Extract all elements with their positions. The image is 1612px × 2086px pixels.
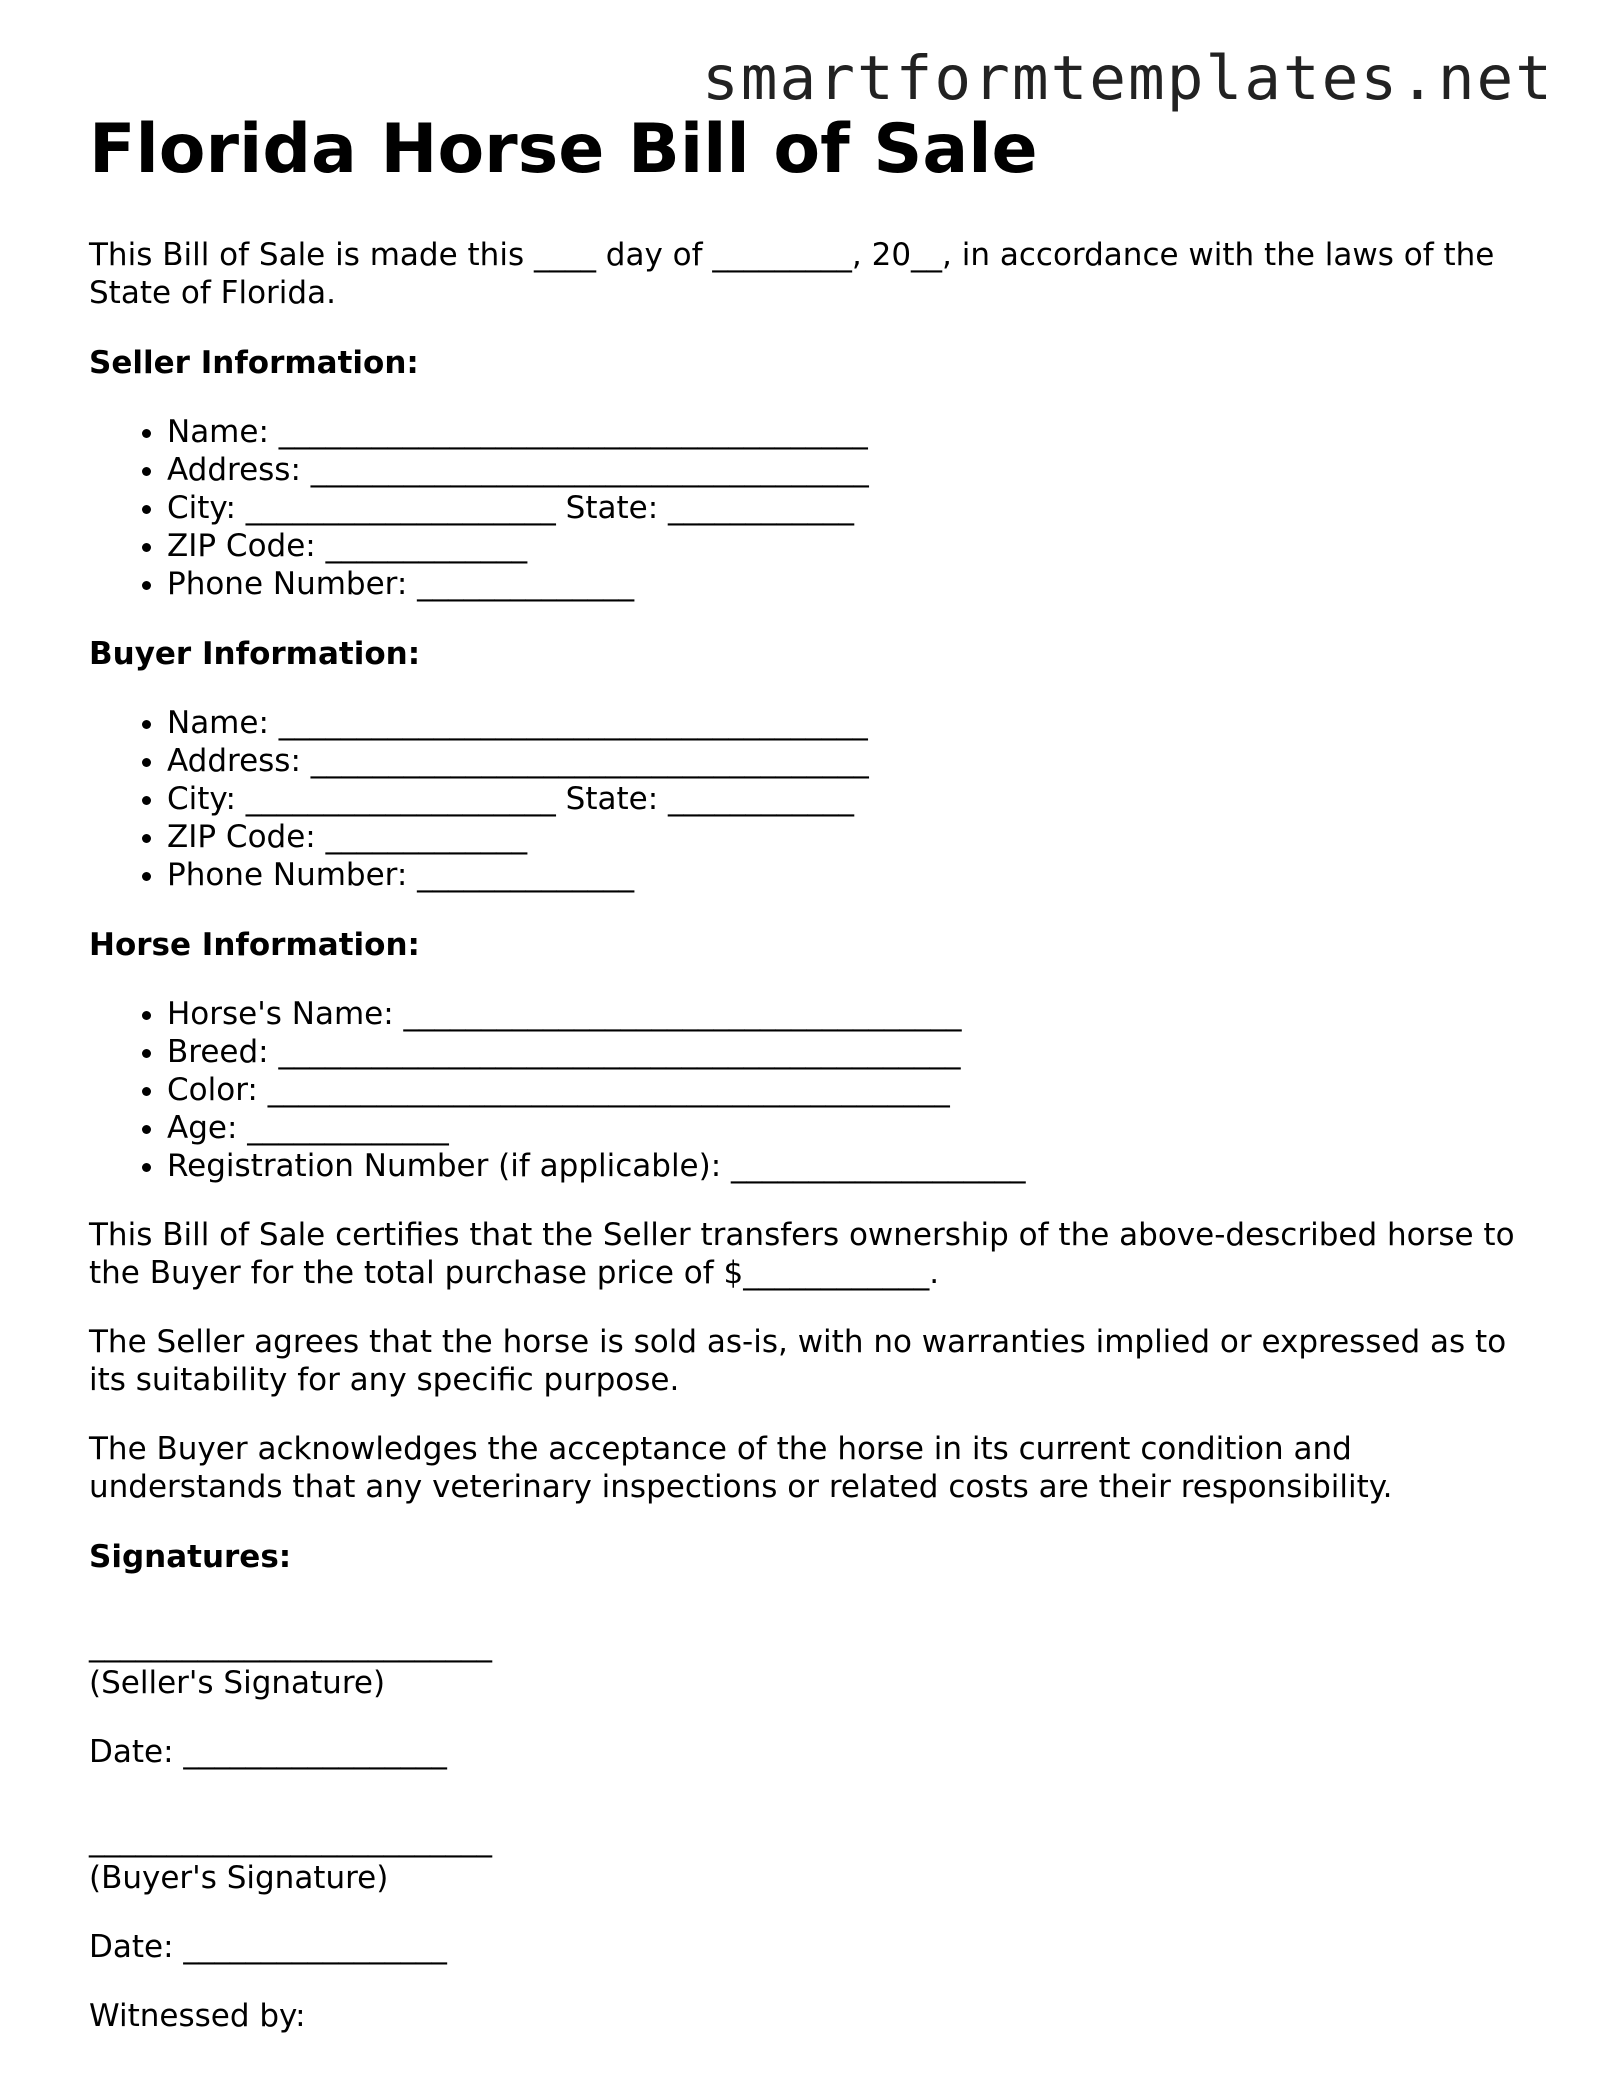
acceptance-paragraph: The Buyer acknowledges the acceptance of the horse in its current condition and understands that any veterinary inspections or related costs are their responsibility. bbox=[89, 1431, 1393, 1505]
watermark: smartformtemplates.net bbox=[702, 43, 1554, 114]
seller-list bbox=[89, 413, 1519, 603]
buyer-city-state-field[interactable]: • City: ____________________ State: ____________ bbox=[167, 780, 1519, 818]
horse-age-field[interactable]: • Age: _____________ bbox=[167, 1109, 1519, 1147]
horse-breed-field[interactable]: • Breed: ____________________________________________ bbox=[167, 1033, 1519, 1071]
horse-name-field[interactable]: • Horse's Name: ____________________________________ bbox=[167, 995, 1519, 1033]
buyer-address-field[interactable]: • Address: ____________________________________ bbox=[167, 742, 1519, 780]
horse-color-field[interactable]: • Color: ____________________________________________ bbox=[167, 1071, 1519, 1109]
buyer-date-field[interactable]: Date: _________________ bbox=[89, 1929, 447, 1965]
signatures-heading: Signatures: bbox=[89, 1539, 292, 1575]
document-body bbox=[89, 110, 1519, 2035]
buyer-list bbox=[89, 704, 1519, 894]
seller-address-field[interactable]: • Address: ____________________________________ bbox=[167, 451, 1519, 489]
seller-name-field[interactable]: • Name: ______________________________________ bbox=[167, 413, 1519, 451]
seller-city-state-field[interactable]: • City: ____________________ State: ____________ bbox=[167, 489, 1519, 527]
buyer-zip-field[interactable]: • ZIP Code: _____________ bbox=[167, 818, 1519, 856]
seller-signature-caption: (Seller's Signature) bbox=[89, 1665, 386, 1701]
seller-heading: Seller Information: bbox=[89, 345, 419, 381]
seller-signature-line[interactable]: __________________________ bbox=[89, 1627, 492, 1663]
document-title: Florida Horse Bill of Sale bbox=[89, 110, 1038, 189]
witness-label: Witnessed by: bbox=[89, 1998, 306, 2034]
horse-heading: Horse Information: bbox=[89, 927, 420, 963]
buyer-signature-line[interactable]: __________________________ bbox=[89, 1822, 492, 1858]
as-is-paragraph: The Seller agrees that the horse is sold as-is, with no warranties implied or expressed as to its suitability for any specific purpose. bbox=[89, 1324, 1507, 1398]
horse-registration-field[interactable]: • Registration Number (if applicable): ___________________ bbox=[167, 1147, 1519, 1185]
horse-list bbox=[89, 995, 1519, 1185]
buyer-phone-field[interactable]: • Phone Number: ______________ bbox=[167, 856, 1519, 894]
intro-paragraph: This Bill of Sale is made this ____ day of _________, 20__, in accordance with the laws of the State of Florida. bbox=[89, 237, 1495, 311]
seller-phone-field[interactable]: • Phone Number: ______________ bbox=[167, 565, 1519, 603]
seller-zip-field[interactable]: • ZIP Code: _____________ bbox=[167, 527, 1519, 565]
buyer-name-field[interactable]: • Name: ______________________________________ bbox=[167, 704, 1519, 742]
buyer-signature-caption: (Buyer's Signature) bbox=[89, 1860, 389, 1896]
purchase-price-paragraph: This Bill of Sale certifies that the Seller transfers ownership of the above-described horse to the Buyer for the total purchase price of $____________. bbox=[89, 1217, 1515, 1291]
seller-date-field[interactable]: Date: _________________ bbox=[89, 1734, 447, 1770]
buyer-heading: Buyer Information: bbox=[89, 636, 421, 672]
